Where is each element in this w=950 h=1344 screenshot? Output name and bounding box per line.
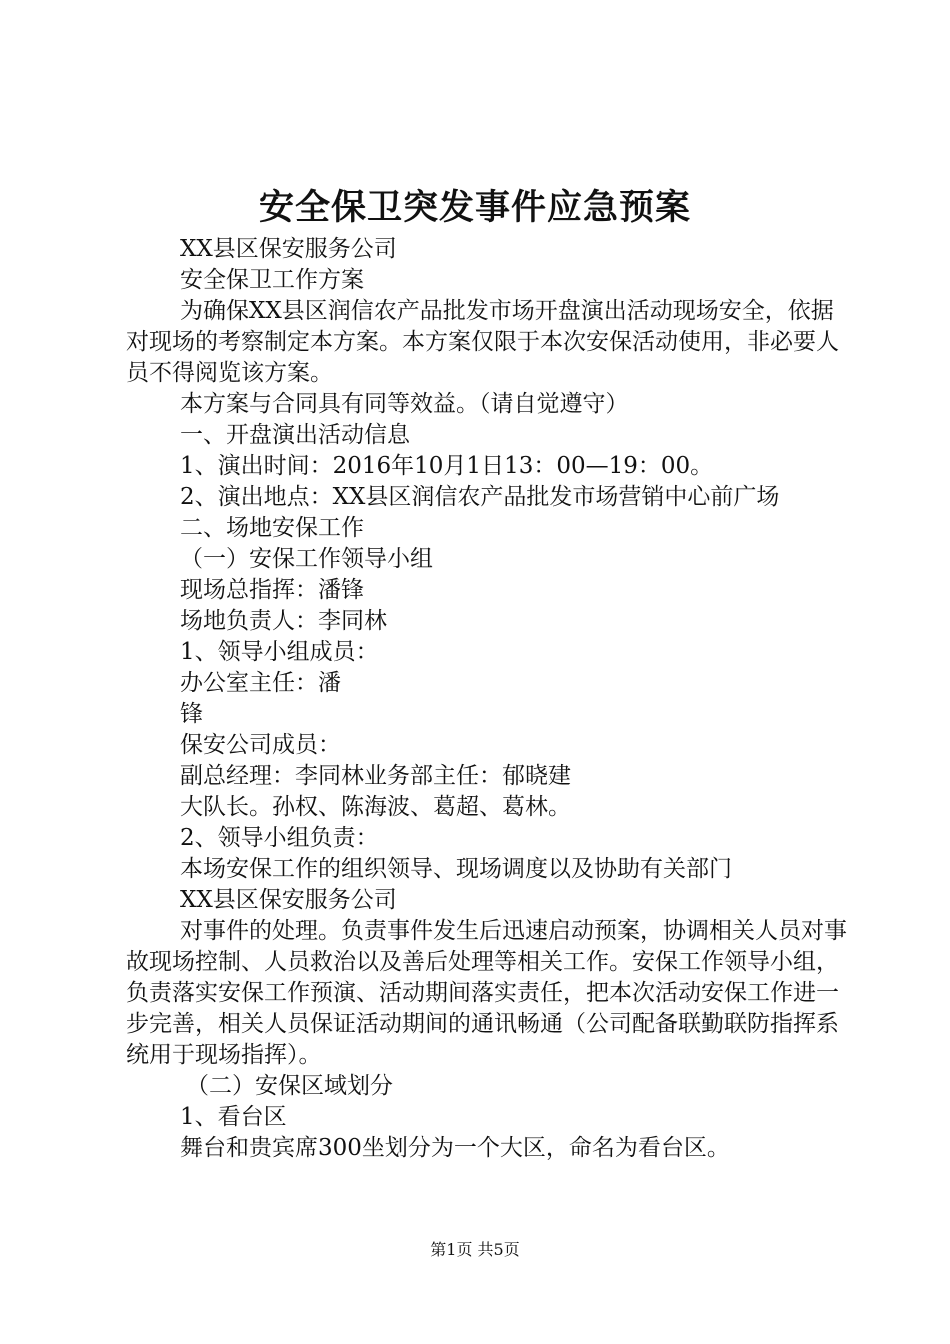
- paragraph-site-manager: 场地负责人：李同林: [180, 608, 387, 634]
- paragraph-company-members: 保安公司成员：: [180, 732, 341, 758]
- document-title: 安全保卫突发事件应急预案: [258, 187, 691, 228]
- paragraph-deputy-manager: 副总经理：李同林业务部主任：郁晓建: [180, 763, 571, 789]
- document-body: [126, 234, 850, 1164]
- paragraph-responsibility: 本场安保工作的组织领导、现场调度以及协助有关部门: [180, 856, 732, 882]
- paragraph-responsibility-heading: 2、领导小组负责：: [180, 825, 379, 851]
- heading-section-1: 一、开盘演出活动信息: [180, 422, 410, 448]
- paragraph-purpose: 为确保XX县区润信农产品批发市场开盘演出活动现场安全，依据对现场的考察制定本方案。本方案仅限于本次安保活动使用，非必要人员不得阅览该方案。: [126, 298, 839, 386]
- heading-section-2: 二、场地安保工作: [180, 515, 364, 541]
- paragraph-stand-area: 1、看台区: [180, 1104, 287, 1130]
- paragraph-members-heading: 1、领导小组成员：: [180, 639, 379, 665]
- paragraph-commander: 现场总指挥：潘锋: [180, 577, 364, 603]
- paragraph-company-name: XX县区保安服务公司: [180, 236, 397, 262]
- paragraph-validity: 本方案与合同具有同等效益。（请自觉遵守）: [180, 391, 629, 417]
- paragraph-plan-name: 安全保卫工作方案: [180, 267, 364, 293]
- paragraph-company-name-repeat: XX县区保安服务公司: [180, 887, 397, 913]
- paragraph-stand-area-desc: 舞台和贵宾席300坐划分为一个大区，命名为看台区。: [180, 1135, 730, 1161]
- paragraph-show-location: 2、演出地点：XX县区润信农产品批发市场营销中心前广场: [180, 484, 780, 510]
- page-footer: 第1页 共5页: [430, 1240, 520, 1259]
- heading-subsection-1: （一）安保工作领导小组: [180, 546, 433, 572]
- paragraph-office-director-cont: 锋: [180, 701, 203, 727]
- paragraph-incident-handling: 对事件的处理。负责事件发生后迅速启动预案，协调相关人员对事故现场控制、人员救治以及善后处理等相关工作。安保工作领导小组，负责落实安保工作预演、活动期间落实责任，把本次活动安保工作进一步完善，相关人员保证活动期间的通讯畅通（公司配备联勤联防指挥系统用于现场指挥）。: [126, 918, 847, 1068]
- paragraph-office-director: 办公室主任：潘: [180, 670, 341, 696]
- paragraph-captain: 大队长。孙权、陈海波、葛超、葛林。: [180, 794, 571, 820]
- paragraph-show-time: 1、演出时间：2016年10月1日13：00—19：00。: [180, 453, 714, 479]
- heading-subsection-2: （二）安保区域划分: [186, 1073, 393, 1099]
